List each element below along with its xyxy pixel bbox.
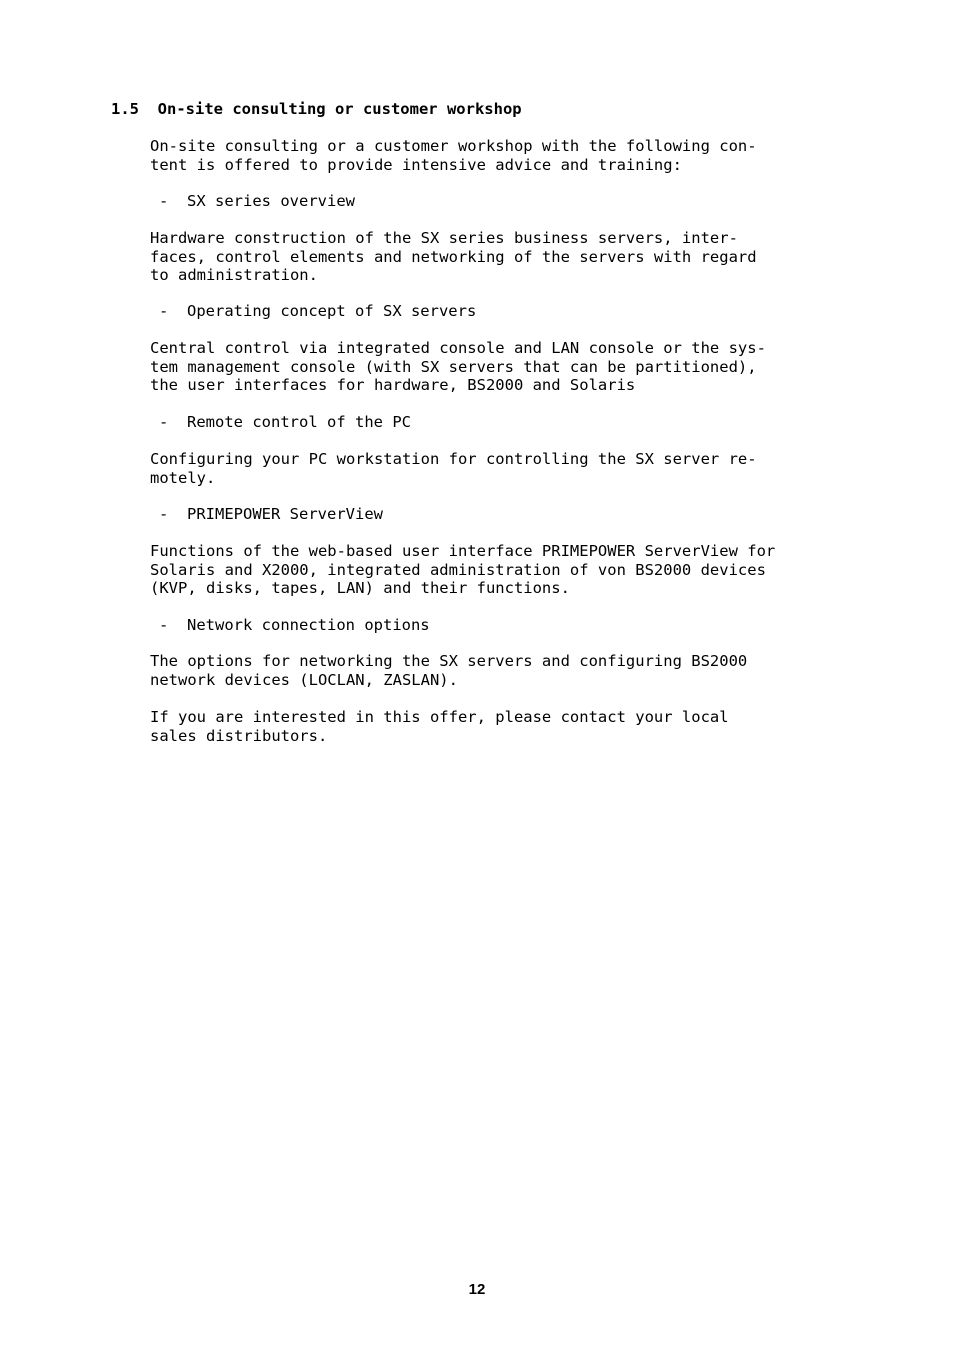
- bullet-marker: -: [159, 302, 169, 320]
- topic-bullet: [159, 505, 383, 524]
- bullet-marker: -: [159, 505, 169, 523]
- section-title: On-site consulting or customer workshop: [157, 100, 522, 118]
- topic-label: Remote control of the PC: [187, 413, 411, 431]
- bullet-marker: -: [159, 192, 169, 210]
- topic-label: Network connection options: [187, 616, 430, 634]
- topic-bullet: [159, 302, 476, 321]
- topic-bullet: [159, 616, 430, 635]
- topic-label: PRIMEPOWER ServerView: [187, 505, 383, 523]
- section-heading: [111, 100, 522, 119]
- bullet-marker: -: [159, 616, 169, 634]
- topic-bullet: [159, 413, 411, 432]
- page-number: 12: [468, 1281, 486, 1298]
- topic-label: Operating concept of SX servers: [187, 302, 477, 320]
- topic-description: The options for networking the SX servers and configuring BS2000 network devices (LOCLAN, ZASLAN).: [150, 652, 748, 689]
- topic-description: Hardware construction of the SX series business servers, inter- faces, control elements and networking of the servers with regard to administration.: [150, 229, 757, 284]
- topic-label: SX series overview: [187, 192, 355, 210]
- closing-paragraph: If you are interested in this offer, please contact your local sales distributors.: [150, 708, 729, 745]
- topic-bullet: [159, 192, 355, 211]
- topic-description: Central control via integrated console and LAN console or the sys- tem management console (with SX servers that can be partitioned), the user interfaces for hardware, BS2000 and Solaris: [150, 339, 766, 394]
- section-number: 1.5: [111, 100, 139, 118]
- topic-description: Configuring your PC workstation for controlling the SX server re- motely.: [150, 450, 757, 487]
- bullet-marker: -: [159, 413, 169, 431]
- intro-paragraph: On-site consulting or a customer workshop with the following con- tent is offered to provide intensive advice and training:: [150, 137, 757, 174]
- topic-description: Functions of the web-based user interface PRIMEPOWER ServerView for Solaris and X2000, integrated administration of von BS2000 devices (KVP, disks, tapes, LAN) and their functions.: [150, 542, 776, 597]
